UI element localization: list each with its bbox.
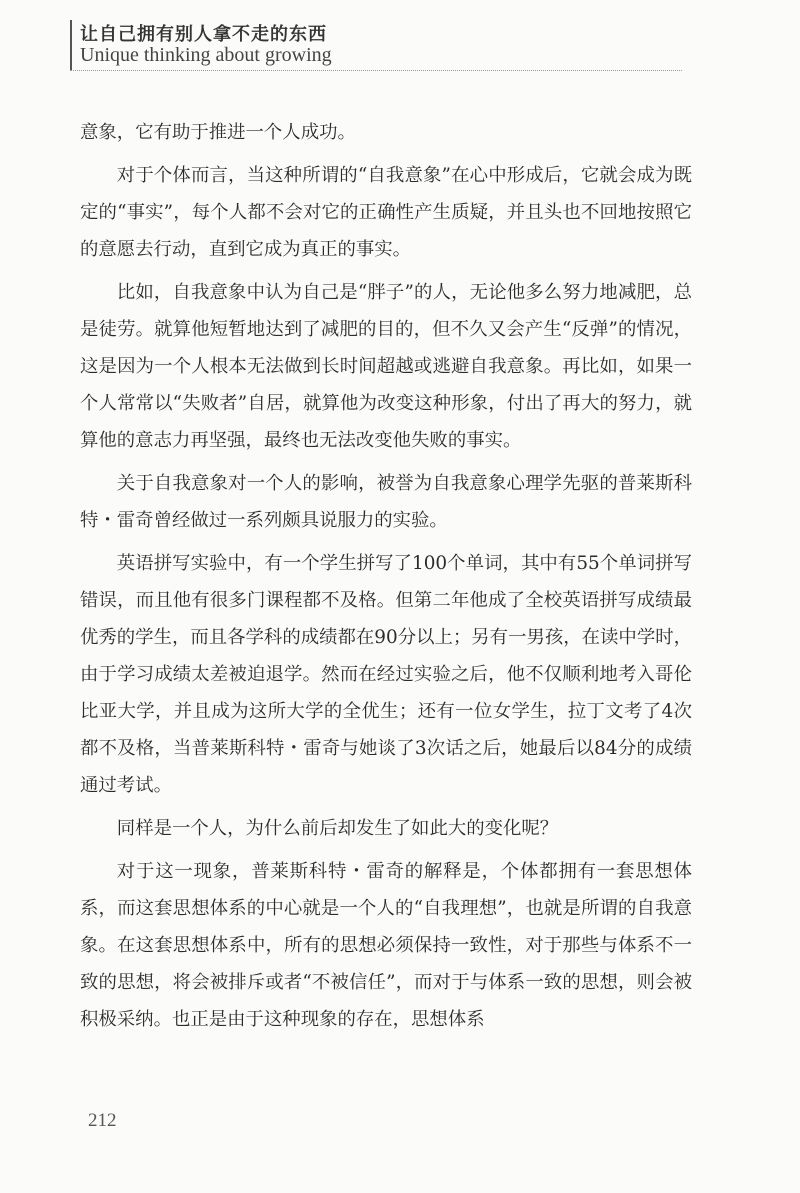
paragraph-2: 对于个体而言，当这种所谓的“自我意象”在心中形成后，它就会成为既定的“事实”，每个人都不会对它的正确性产生质疑，并且头也不回地按照它的意愿去行动，直到它成为真正的事实。: [80, 165, 692, 260]
paragraph-3: 比如，自我意象中认为自己是“胖子”的人，无论他多么努力地减肥，总是徒劳。就算他短暂地达到了减肥的目的，但不久又会产生“反弹”的情况，这是因为一个人根本无法做到长时间超越或逃避自我意象。再比如，如果一个人常常以“失败者”自居，就算他为改变这种形象，付出了再大的努力，就算他的意志力再坚强，最终也无法改变他失败的事实。: [80, 282, 692, 451]
header-dotted-rule: [70, 70, 682, 71]
paragraph-7: 对于这一现象，普莱斯科特・雷奇的解释是，个体都拥有一套思想体系，而这套思想体系的中心就是一个人的“自我理想”，也就是所谓的自我意象。在这套思想体系中，所有的思想必须保持一致性，对于那些与体系不一致的思想，将会被排斥或者“不被信任”，而对于与体系一致的思想，则会被积极采纳。也正是由于这种现象的存在，思想体系: [80, 861, 692, 1030]
body-text: [80, 114, 692, 1044]
header-divider-bar: [70, 20, 72, 70]
book-subtitle: Unique thinking about growing: [80, 44, 332, 66]
paragraph-5: 英语拼写实验中，有一个学生拼写了100个单词，其中有55个单词拼写错误，而且他有很多门课程都不及格。但第二年他成了全校英语拼写成绩最优秀的学生，而且各学科的成绩都在90分以上；另有一男孩，在读中学时，由于学习成绩太差被迫退学。然而在经过实验之后，他不仅顺利地考入哥伦比亚大学，并且成为这所大学的全优生；还有一位女学生，拉丁文考了4次都不及格，当普莱斯科特・雷奇与她谈了3次话之后，她最后以84分的成绩通过考试。: [80, 553, 692, 796]
book-title: 让自己拥有别人拿不走的东西: [80, 24, 327, 45]
paragraph-1: 意象，它有助于推进一个人成功。: [80, 122, 356, 143]
paragraph-4: 关于自我意象对一个人的影响，被誉为自我意象心理学先驱的普莱斯科特・雷奇曾经做过一系列颇具说服力的实验。: [80, 473, 692, 531]
paragraph-6: 同样是一个人，为什么前后却发生了如此大的变化呢？: [116, 818, 559, 839]
page-number: 212: [88, 1110, 117, 1131]
